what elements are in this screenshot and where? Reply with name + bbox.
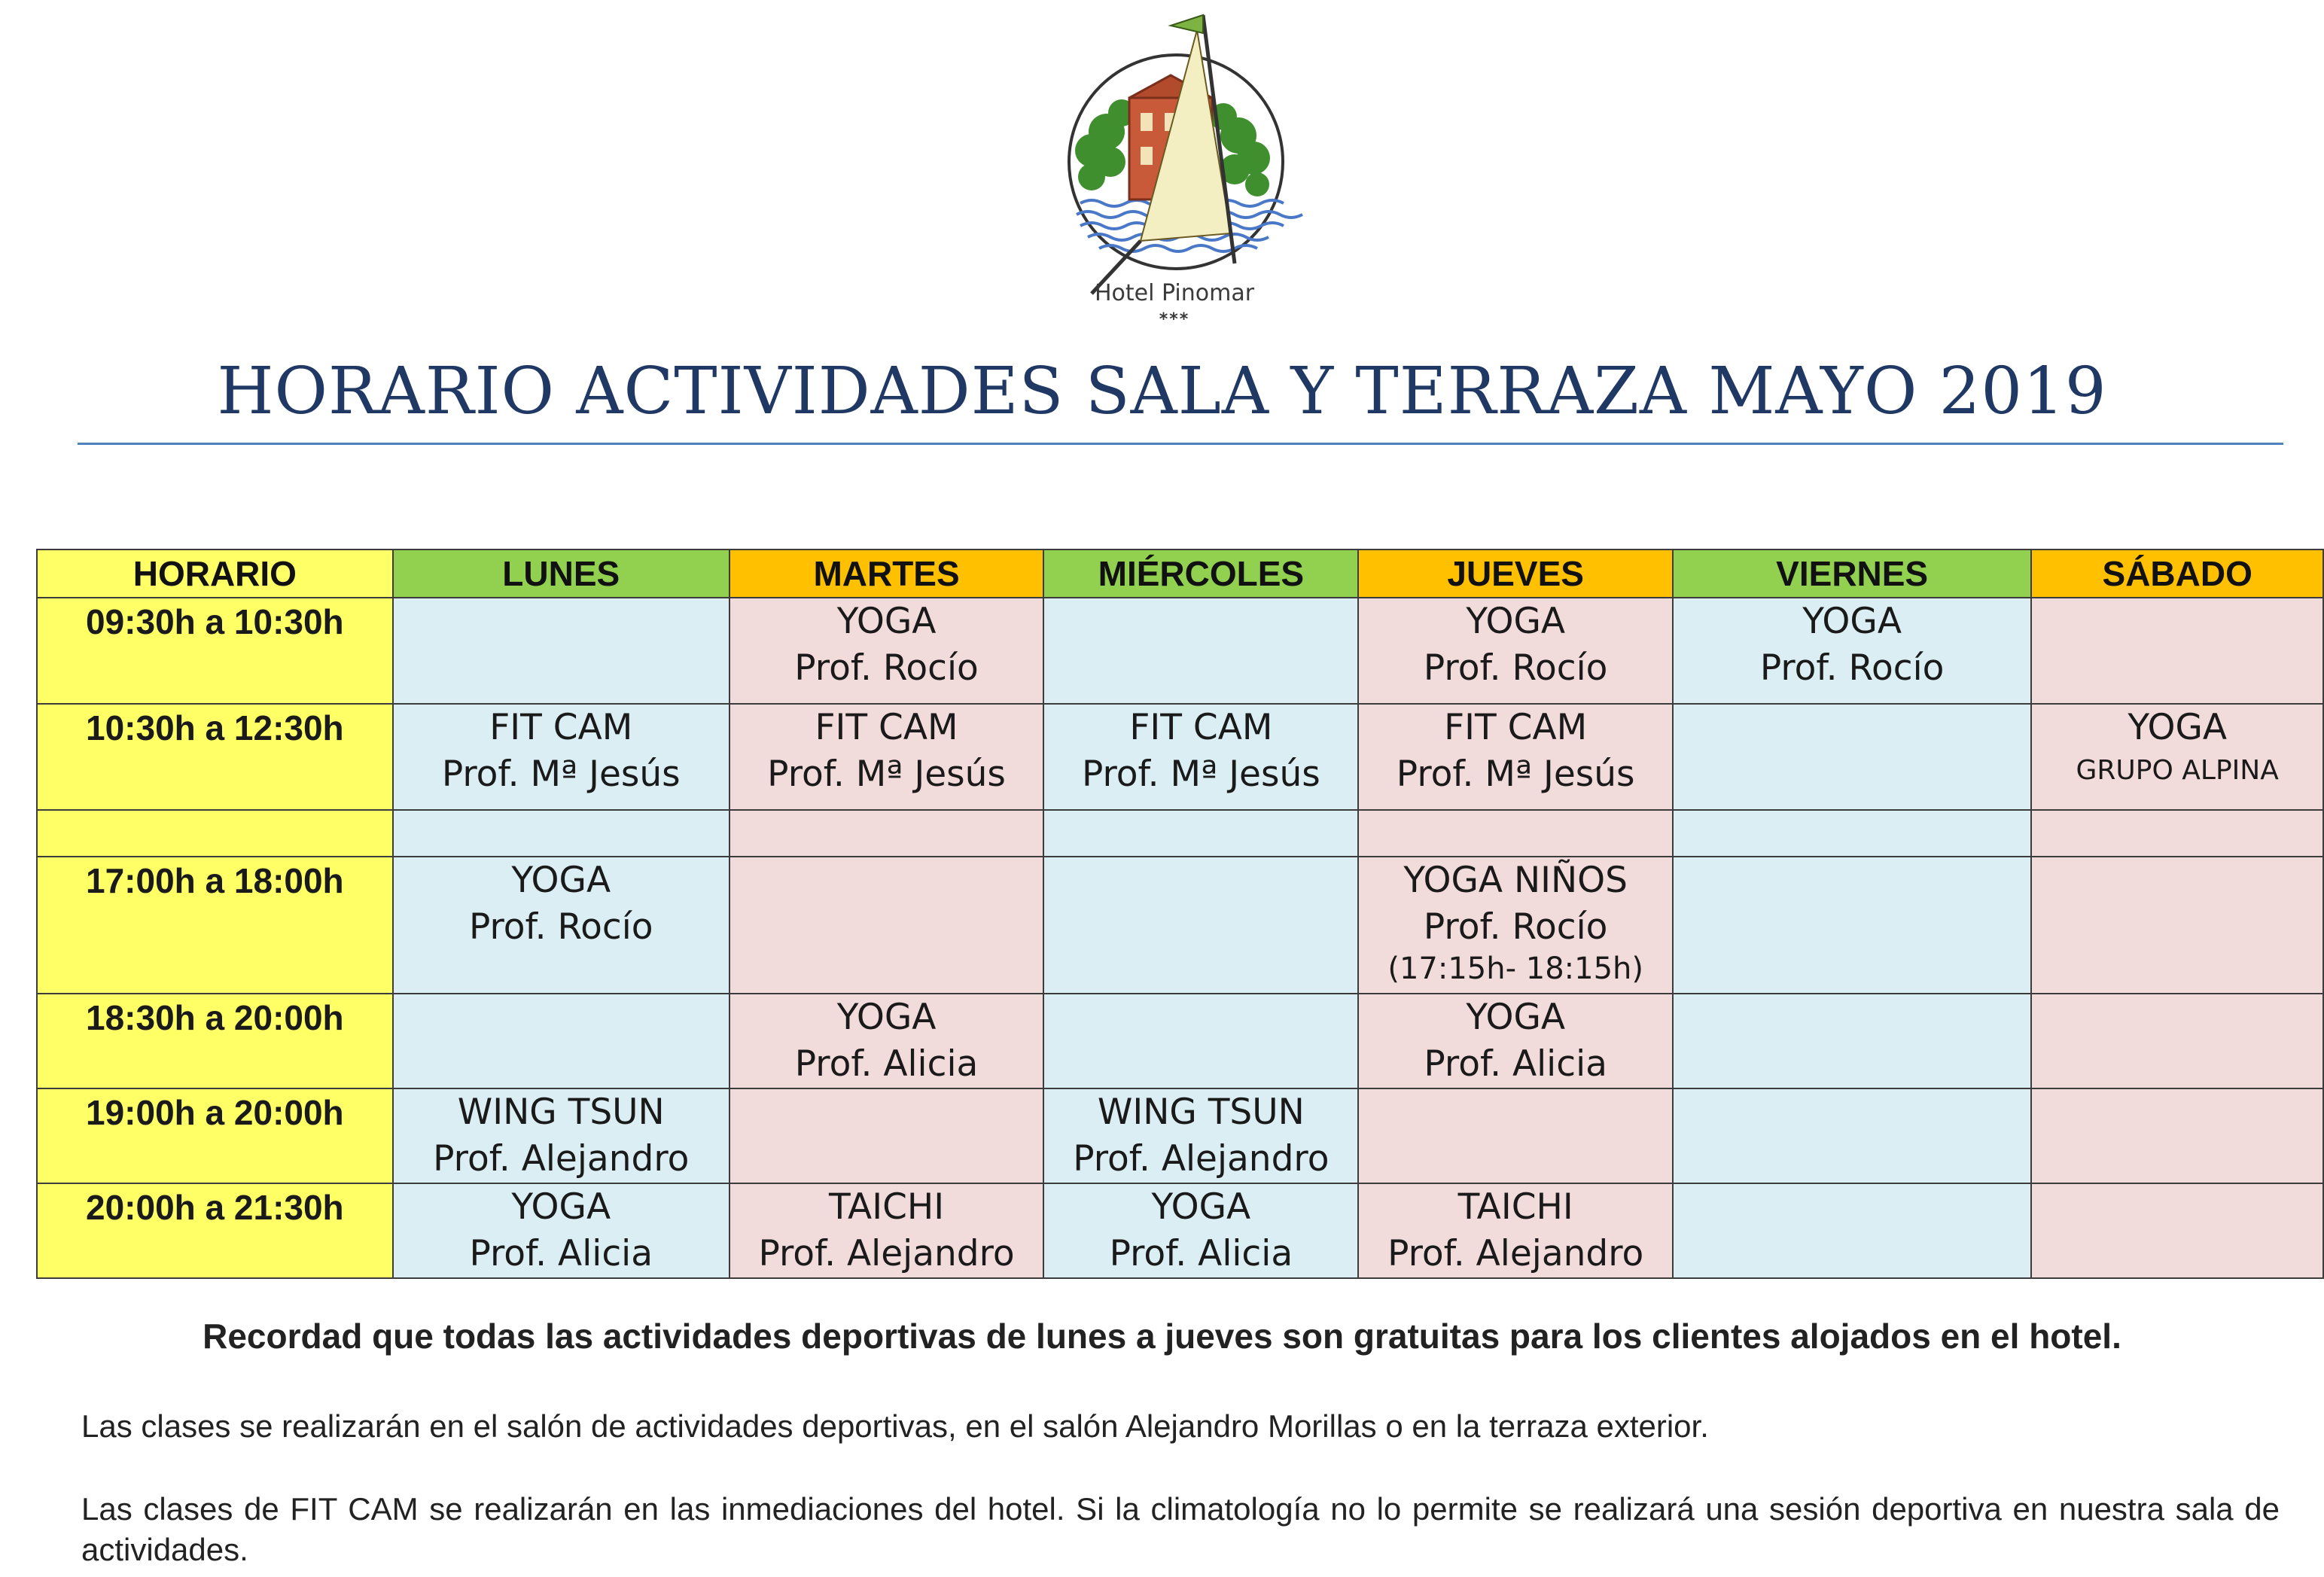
activity-cell bbox=[2031, 598, 2323, 704]
activity-cell bbox=[1358, 1088, 1672, 1183]
activity-cell bbox=[729, 1088, 1043, 1183]
activity-teacher: Prof. Alicia bbox=[794, 1043, 979, 1085]
header-jueves: JUEVES bbox=[1358, 550, 1672, 598]
activity-name: YOGA NIÑOS bbox=[1403, 860, 1628, 901]
activity-cell bbox=[1358, 598, 1672, 704]
activity-cell bbox=[1043, 598, 1358, 704]
activity-cell bbox=[729, 994, 1043, 1088]
time-cell: 17:00h a 18:00h bbox=[37, 857, 393, 994]
activity-name: FIT CAM bbox=[1129, 707, 1273, 748]
activity-cell bbox=[1673, 994, 2031, 1088]
schedule-row bbox=[37, 810, 2323, 857]
location-paragraph: Las clases se realizarán en el salón de actividades deportivas, en el salón Alejandro Morillas o en la terraza exterior. bbox=[81, 1408, 1709, 1444]
activity-cell bbox=[729, 1183, 1043, 1278]
activity-name: WING TSUN bbox=[457, 1091, 665, 1133]
activity-name: YOGA bbox=[2128, 707, 2228, 748]
title-underline bbox=[78, 443, 2283, 445]
activity-cell bbox=[1043, 1088, 1358, 1183]
activity-name: WING TSUN bbox=[1097, 1091, 1305, 1133]
activity-cell bbox=[2031, 857, 2323, 994]
activity-time-note: (17:15h- 18:15h) bbox=[1387, 951, 1643, 986]
activity-cell bbox=[1673, 1183, 2031, 1278]
activity-teacher: Prof. Alicia bbox=[469, 1233, 653, 1274]
activity-name: YOGA bbox=[511, 860, 611, 901]
time-cell: 09:30h a 10:30h bbox=[37, 598, 393, 704]
activity-teacher: Prof. Mª Jesús bbox=[1081, 753, 1320, 795]
activity-name: YOGA bbox=[1466, 601, 1566, 642]
activity-cell bbox=[2031, 810, 2323, 857]
activity-cell bbox=[1358, 810, 1672, 857]
activity-teacher: Prof. Mª Jesús bbox=[1396, 753, 1635, 795]
activity-teacher: Prof. Alicia bbox=[1424, 1043, 1607, 1085]
schedule-row bbox=[37, 1088, 2323, 1183]
activity-cell bbox=[2031, 704, 2323, 810]
activity-name: YOGA bbox=[836, 997, 937, 1038]
header-sabado: SÁBADO bbox=[2031, 550, 2323, 598]
activity-cell bbox=[2031, 1183, 2323, 1278]
fitcam-paragraph: Las clases de FIT CAM se realizarán en las inmediaciones del hotel. Si la climatología no lo permite se realizará una sesión deportiva en nuestra sala de actividades. bbox=[81, 1491, 2280, 1567]
schedule-table bbox=[36, 549, 2324, 1279]
activity-cell bbox=[1043, 857, 1358, 994]
activity-teacher: Prof. Alejandro bbox=[433, 1138, 690, 1180]
activity-teacher: Prof. Rocío bbox=[1759, 647, 1945, 689]
activity-name: TAICHI bbox=[829, 1186, 945, 1228]
activity-teacher: Prof. Mª Jesús bbox=[767, 753, 1006, 795]
activity-name: FIT CAM bbox=[1444, 707, 1588, 748]
activity-name: YOGA bbox=[1151, 1186, 1251, 1228]
time-cell: 19:00h a 20:00h bbox=[37, 1088, 393, 1183]
activity-name: YOGA bbox=[1466, 997, 1566, 1038]
activity-teacher: Prof. Alejandro bbox=[1387, 1233, 1644, 1274]
activity-cell bbox=[1358, 994, 1672, 1088]
header-lunes: LUNES bbox=[393, 550, 729, 598]
activity-cell bbox=[729, 857, 1043, 994]
activity-name: FIT CAM bbox=[815, 707, 958, 748]
activity-teacher: Prof. Rocío bbox=[1423, 647, 1608, 689]
page-title: HORARIO ACTIVIDADES SALA Y TERRAZA MAYO 2019 bbox=[217, 354, 2107, 429]
logo-hotel-name: Hotel Pinomar bbox=[1094, 280, 1255, 306]
header-horario: HORARIO bbox=[37, 550, 393, 598]
activity-cell bbox=[1043, 994, 1358, 1088]
activity-group: GRUPO ALPINA bbox=[2076, 755, 2279, 786]
free-activities-notice: Recordad que todas las actividades deportivas de lunes a jueves son gratuitas para los clientes alojados en el hotel. bbox=[203, 1317, 2121, 1356]
activity-name: YOGA bbox=[836, 601, 937, 642]
activity-name: YOGA bbox=[511, 1186, 611, 1228]
activity-cell bbox=[393, 810, 729, 857]
activity-cell bbox=[729, 704, 1043, 810]
activity-cell bbox=[393, 598, 729, 704]
activity-cell bbox=[2031, 994, 2323, 1088]
activity-cell bbox=[393, 994, 729, 1088]
logo-stars: *** bbox=[1159, 310, 1190, 329]
schedule-row bbox=[37, 994, 2323, 1088]
activity-cell bbox=[393, 857, 729, 994]
activity-cell bbox=[1673, 857, 2031, 994]
header-row bbox=[37, 550, 2323, 598]
activity-cell bbox=[1673, 704, 2031, 810]
header-miercoles: MIÉRCOLES bbox=[1043, 550, 1358, 598]
activity-teacher: Prof. Alejandro bbox=[1073, 1138, 1330, 1180]
activity-name: FIT CAM bbox=[489, 707, 633, 748]
time-cell: 10:30h a 12:30h bbox=[37, 704, 393, 810]
activity-name: YOGA bbox=[1802, 601, 1902, 642]
schedule-row bbox=[37, 704, 2323, 810]
header-martes: MARTES bbox=[729, 550, 1043, 598]
activity-teacher: Prof. Rocío bbox=[1423, 906, 1608, 948]
activity-cell bbox=[393, 1088, 729, 1183]
time-cell bbox=[37, 810, 393, 857]
schedule-row bbox=[37, 857, 2323, 994]
activity-cell bbox=[1358, 1183, 1672, 1278]
activity-cell bbox=[1043, 1183, 1358, 1278]
activity-cell bbox=[393, 1183, 729, 1278]
activity-cell bbox=[1043, 810, 1358, 857]
activity-teacher: Prof. Mª Jesús bbox=[441, 753, 681, 795]
activity-teacher: Prof. Alicia bbox=[1109, 1233, 1293, 1274]
activity-cell bbox=[1358, 857, 1672, 994]
activity-cell bbox=[2031, 1088, 2323, 1183]
activity-cell bbox=[1673, 598, 2031, 704]
activity-cell bbox=[1673, 810, 2031, 857]
activity-cell bbox=[1043, 704, 1358, 810]
activity-teacher: Prof. Rocío bbox=[468, 906, 653, 948]
activity-teacher: Prof. Alejandro bbox=[758, 1233, 1015, 1274]
activity-cell bbox=[1673, 1088, 2031, 1183]
activity-name: TAICHI bbox=[1457, 1186, 1573, 1228]
header-viernes: VIERNES bbox=[1673, 550, 2031, 598]
activity-cell bbox=[729, 810, 1043, 857]
time-cell: 20:00h a 21:30h bbox=[37, 1183, 393, 1278]
activity-teacher: Prof. Rocío bbox=[794, 647, 979, 689]
activity-cell bbox=[729, 598, 1043, 704]
schedule-row bbox=[37, 1183, 2323, 1278]
schedule-row bbox=[37, 598, 2323, 704]
time-cell: 18:30h a 20:00h bbox=[37, 994, 393, 1088]
activity-cell bbox=[1358, 704, 1672, 810]
activity-cell bbox=[393, 704, 729, 810]
